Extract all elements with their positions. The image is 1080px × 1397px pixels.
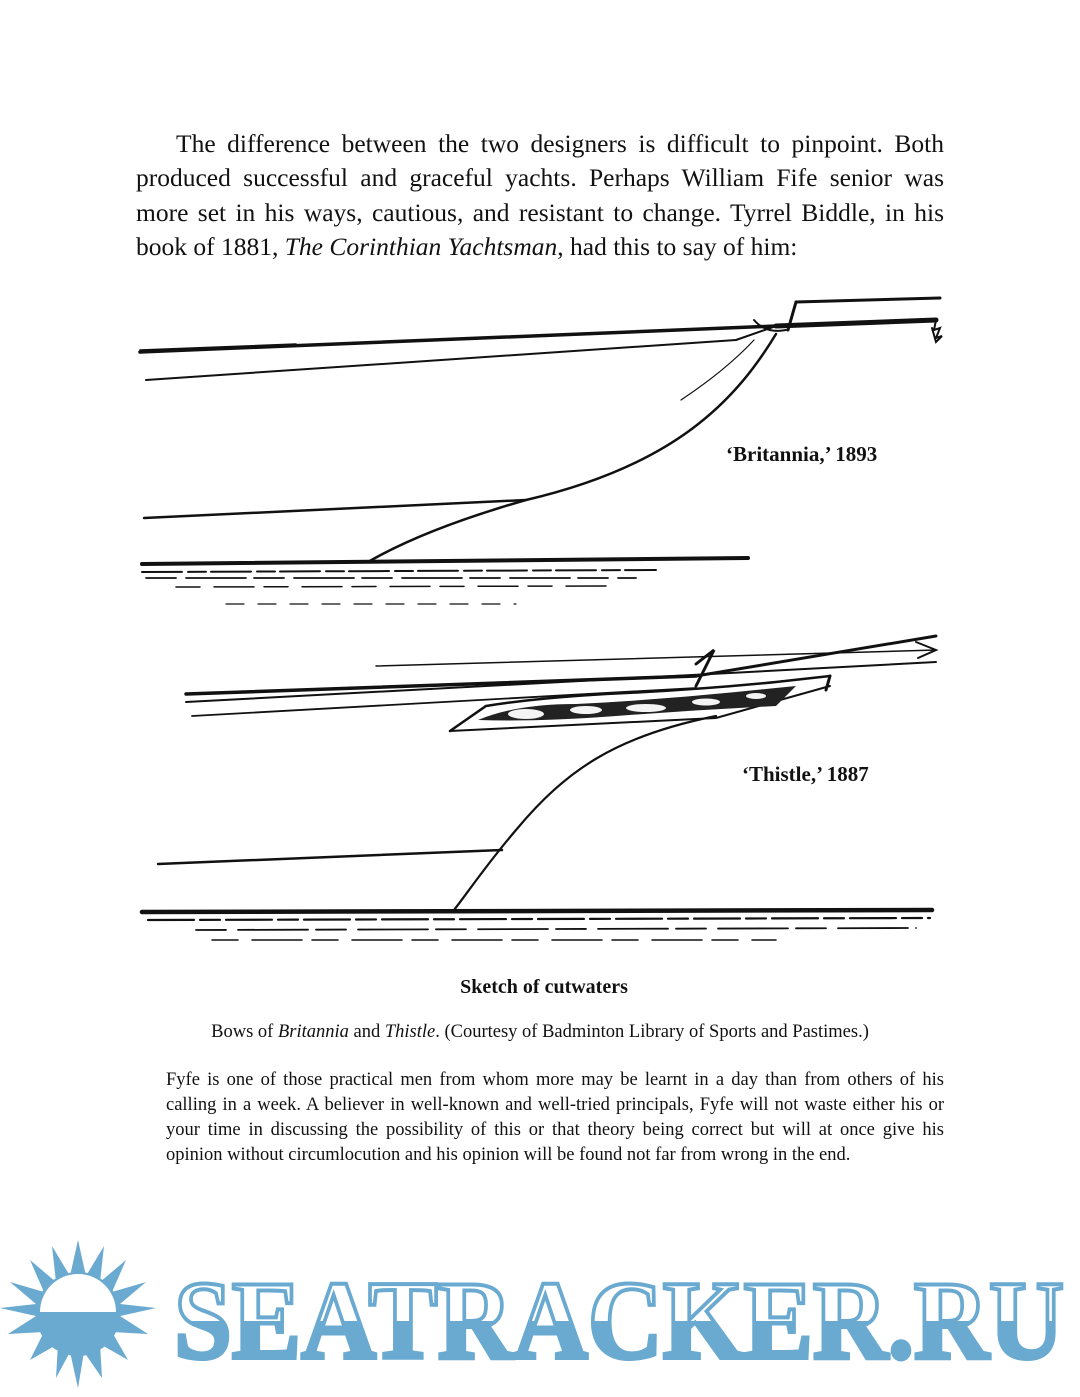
watermark-graphic (0, 1232, 1080, 1397)
body-paragraph (136, 127, 944, 264)
caption-prefix: Bows of (211, 1022, 278, 1042)
caption-suffix: . (Courtesy of Badminton Library of Sports and Pastimes.) (435, 1022, 869, 1042)
watermark-banner (0, 1232, 1080, 1397)
britannia-label: ‘Britannia,’ 1893 (726, 442, 878, 466)
sketch-title: Sketch of cutwaters (460, 976, 628, 998)
caption-name-thistle: Thistle (384, 1022, 436, 1042)
block-quote: Fyfe is one of those practical men from whom more may be learnt in a day than from others of his calling in a week. A believer in well-known and well-tried principals, Fyfe will not waste either his or your time in discussing the possibility of this or that theory being correct but will at once give his opinion without circumlocution and his opinion will be found not far from wrong in the end. (166, 1070, 944, 1165)
thistle-label: ‘Thistle,’ 1887 (742, 762, 869, 786)
sun-icon (0, 1240, 156, 1388)
paragraph-text-after: , had this to say of him: (557, 231, 798, 261)
book-title: The Corinthian Yachtsman (284, 231, 558, 261)
caption-joiner: and (348, 1022, 385, 1042)
cutwaters-sketch (136, 290, 944, 1010)
watermark-text: SEATRACKER.RU (174, 1259, 1064, 1383)
caption-name-britannia: Britannia (277, 1022, 349, 1042)
figure-caption (136, 1022, 944, 1043)
paragraph-text-before: The difference between the two designers is difficult to pinpoint. Both produced successful and graceful yachts. Perhaps William Fife senior was more set in his ways, cautious, and resistant to change. Tyrrel Biddle, in his book of 1881, (136, 129, 944, 261)
cutwaters-sketch-figure (136, 290, 944, 1010)
